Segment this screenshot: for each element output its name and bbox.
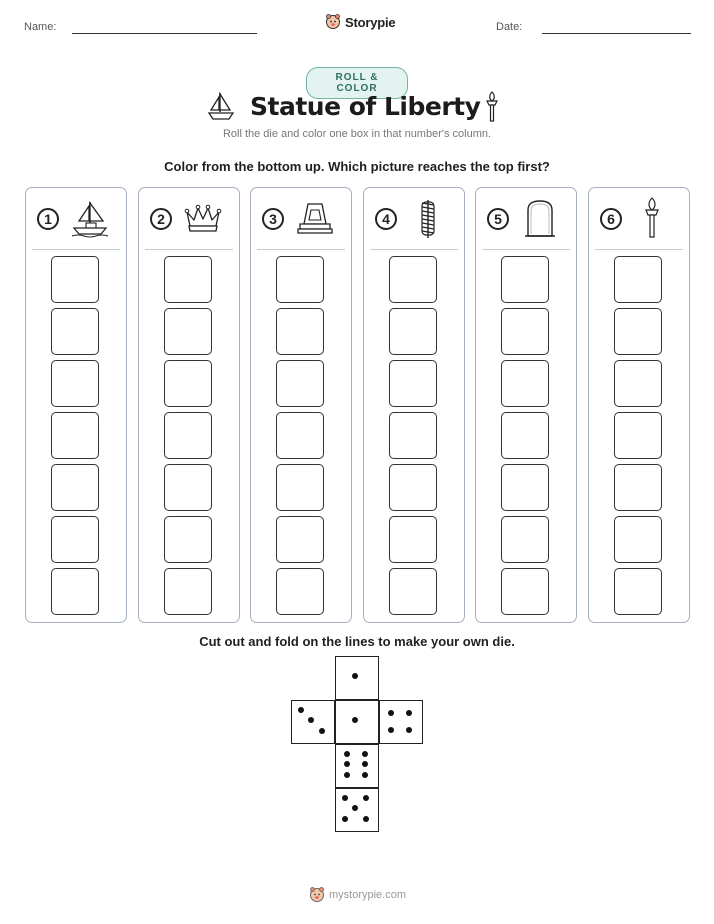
pip [342,795,348,801]
footer-url[interactable]: mystorypie.com [329,889,407,901]
instruction-text: Color from the bottom up. Which picture reaches the top first? [164,159,550,174]
pip [344,761,350,767]
pip [406,727,412,733]
pip [362,772,368,778]
number-6-badge: 6 [600,208,622,230]
name-label: Name: [24,21,57,33]
die-face-three [291,700,335,744]
number-5-badge: 5 [487,208,509,230]
number-4-badge: 4 [375,208,397,230]
category-badge: ROLL & COLOR [306,67,408,99]
date-label: Date: [496,21,523,33]
number-2-badge: 2 [150,208,172,230]
die-face-five [335,788,379,832]
die-face-one [335,656,379,700]
pip [406,710,412,716]
page-title: Statue of Liberty [250,92,481,121]
pip [363,795,369,801]
pip [308,717,314,723]
pip [298,707,304,713]
number-3-badge: 3 [262,208,284,230]
pip [388,727,394,733]
die-face-one [335,700,379,744]
pip [342,816,348,822]
pip [362,751,368,757]
number-1-badge: 1 [37,208,59,230]
pip [344,772,350,778]
page-subtitle: Roll the die and color one box in that number's column. [222,128,492,140]
pip [362,761,368,767]
pip [363,816,369,822]
die-instruction: Cut out and fold on the lines to make your own die. [199,634,515,649]
pip [388,710,394,716]
storypie-mascot-icon [309,886,325,904]
pip [352,673,358,679]
die-face-four [379,700,423,744]
footer [309,886,406,904]
die-face-six [335,744,379,788]
pip [319,728,325,734]
pip [352,717,358,723]
brand-name: Storypie [345,14,396,30]
pip [344,751,350,757]
pip [352,805,358,811]
